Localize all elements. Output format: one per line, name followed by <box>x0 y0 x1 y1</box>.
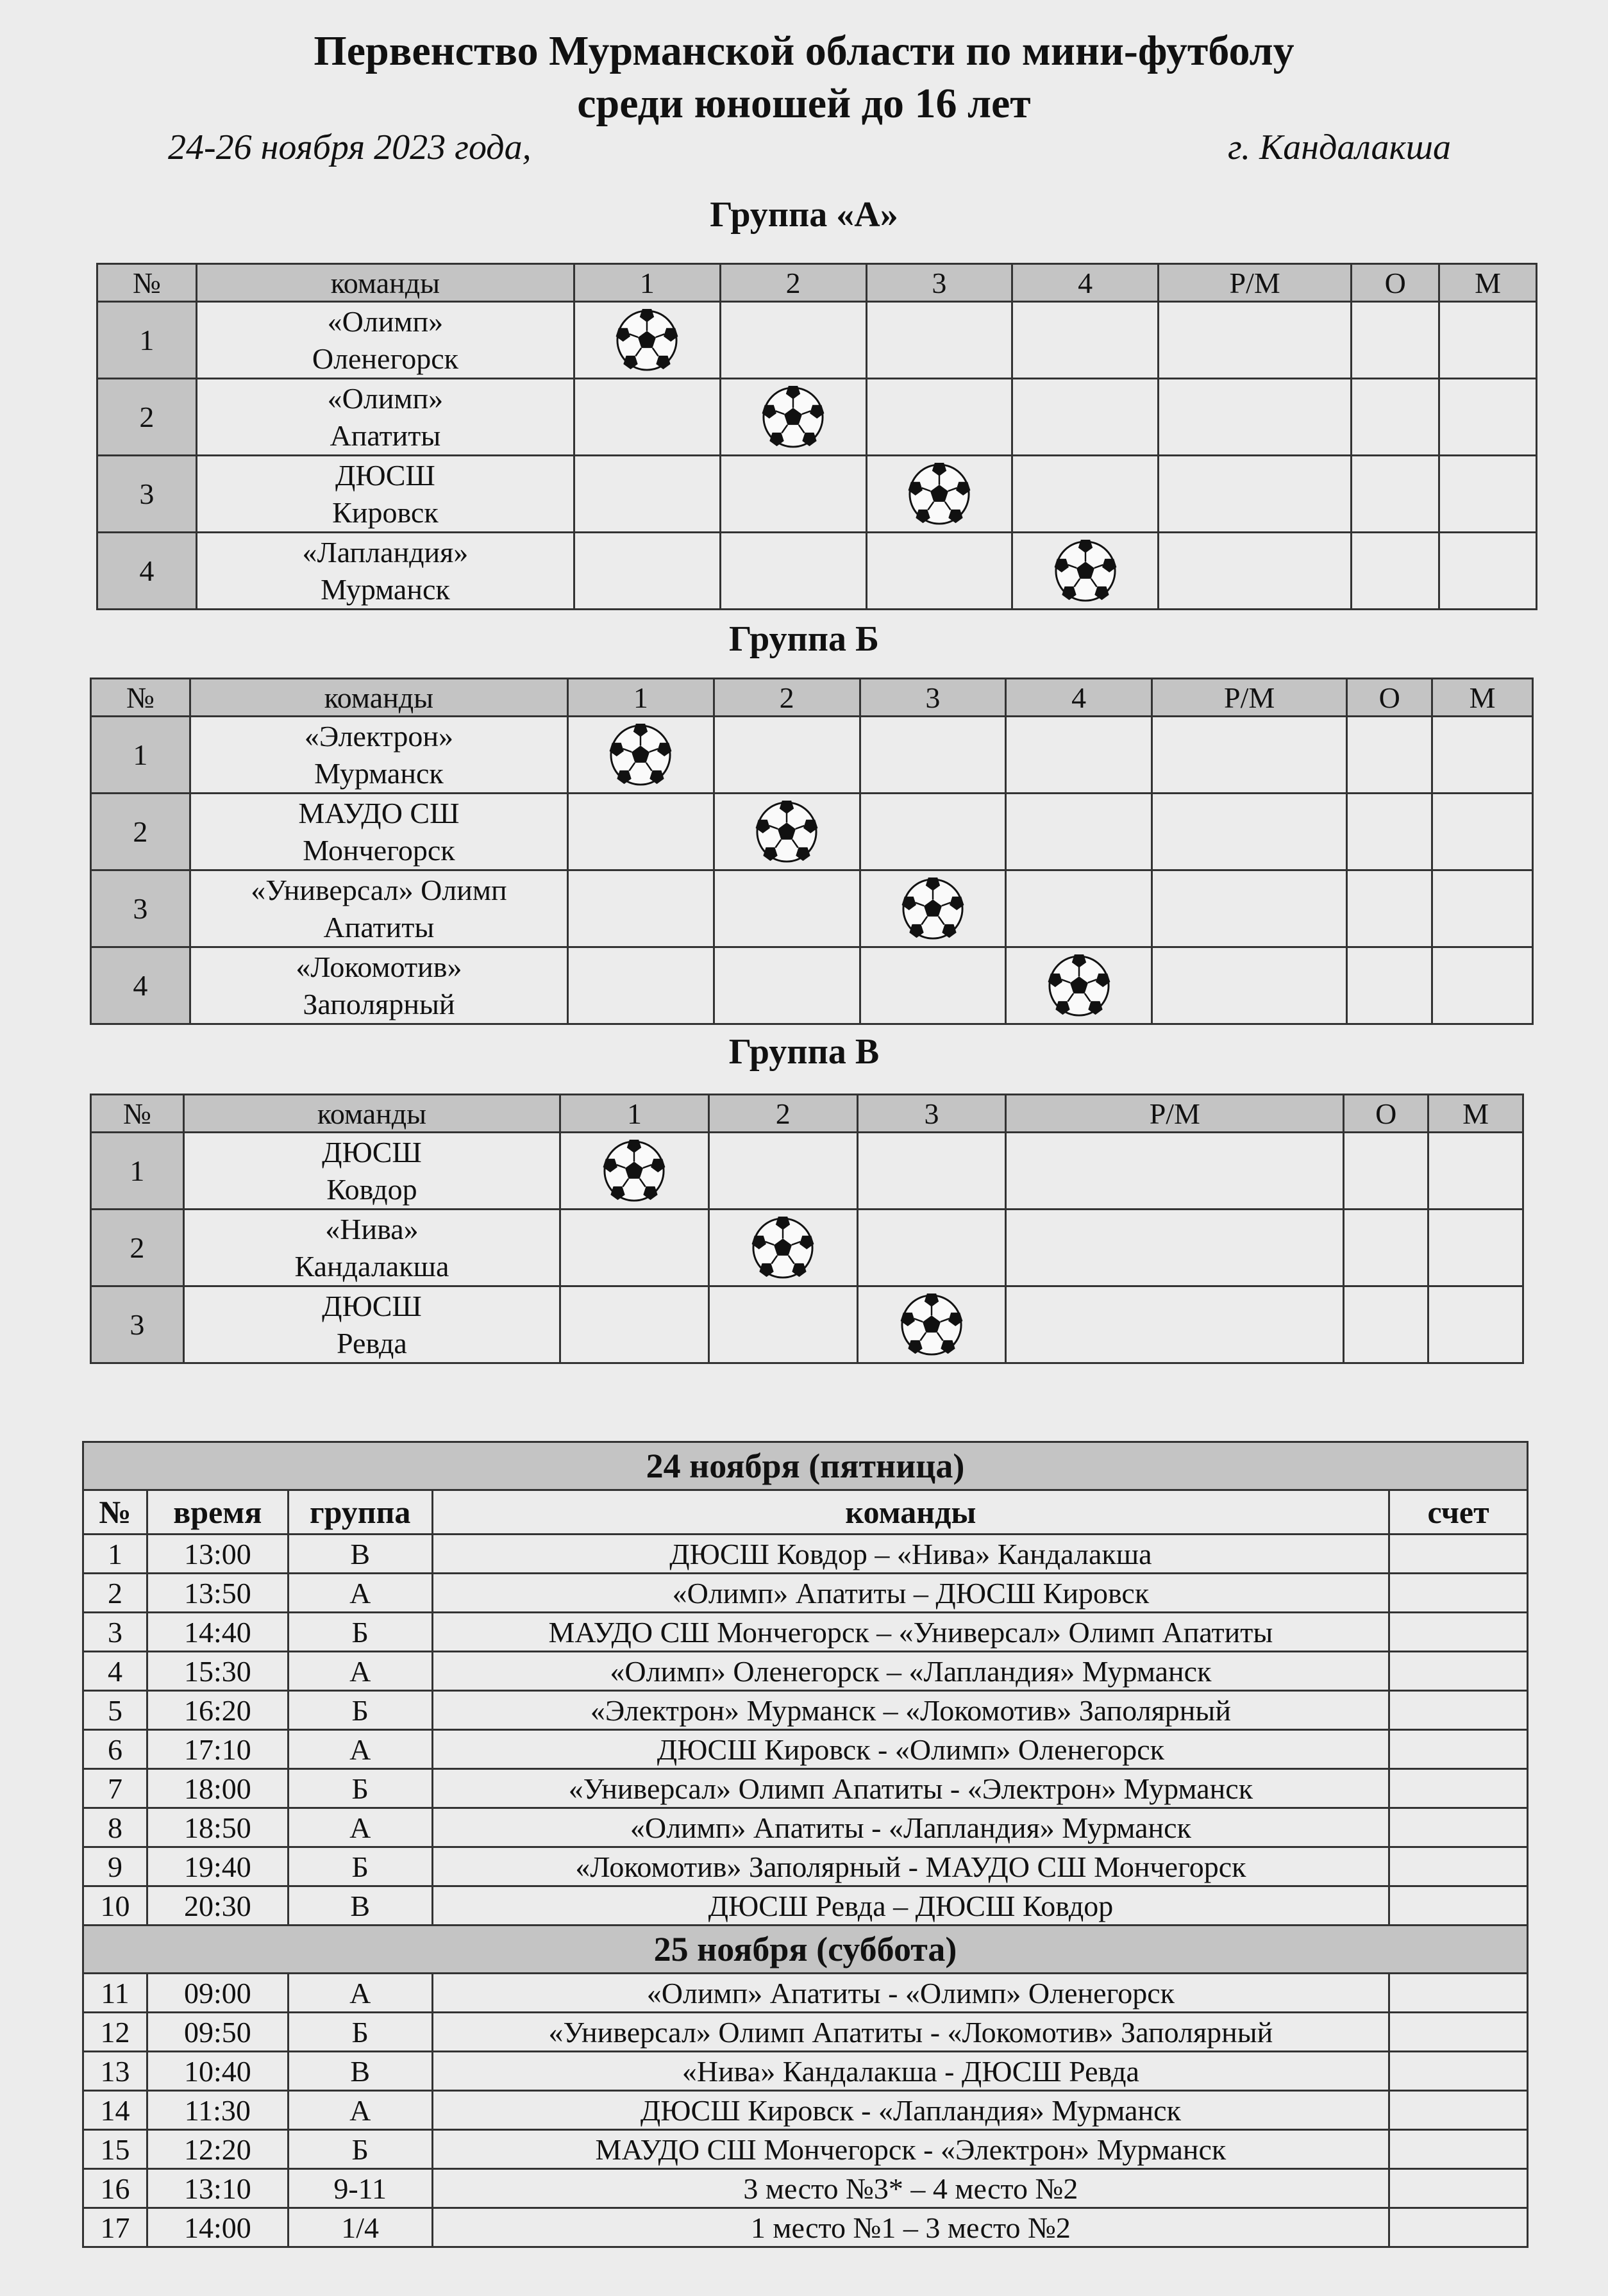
table-header-row <box>97 264 1537 302</box>
result-cell <box>1006 794 1152 870</box>
place-cell <box>1428 1286 1523 1363</box>
match-row <box>83 1847 1528 1886</box>
team-name-line1: «Электрон» <box>304 719 453 753</box>
match-teams: МАУДО СШ Мончегорск - «Электрон» Мурманск <box>432 2130 1389 2169</box>
match-score <box>1389 1574 1528 1613</box>
match-row <box>83 2130 1528 2169</box>
match-row <box>83 1691 1528 1730</box>
team-number: 1 <box>97 302 197 379</box>
match-row <box>83 2169 1528 2208</box>
team-name-line2: Мурманск <box>321 572 450 606</box>
match-number: 5 <box>83 1691 147 1730</box>
team-name <box>190 947 567 1024</box>
header-points: О <box>1352 264 1439 302</box>
team-name-line1: «Нива» <box>325 1212 419 1245</box>
team-name-line2: Заполярный <box>303 987 455 1020</box>
match-number: 11 <box>83 1974 147 2013</box>
result-cell <box>568 870 714 947</box>
match-number: 16 <box>83 2169 147 2208</box>
header-col-2: 2 <box>714 679 860 717</box>
match-score <box>1389 1974 1528 2013</box>
team-number: 2 <box>91 1210 184 1286</box>
header-teams: команды <box>196 264 574 302</box>
match-number: 13 <box>83 2052 147 2091</box>
group-b-table <box>90 678 1534 1025</box>
header-num: № <box>91 679 190 717</box>
match-score <box>1389 1535 1528 1574</box>
team-name <box>196 302 574 379</box>
points-cell <box>1347 794 1432 870</box>
team-name-line2: Апатиты <box>330 419 441 452</box>
team-row <box>97 302 1537 379</box>
match-group: 9-11 <box>288 2169 432 2208</box>
points-cell <box>1352 302 1439 379</box>
match-row <box>83 2091 1528 2130</box>
goals-cell <box>1006 1210 1344 1286</box>
points-cell <box>1344 1286 1428 1363</box>
match-group: А <box>288 1574 432 1613</box>
match-row <box>83 1730 1528 1769</box>
group-b-title: Группа Б <box>728 619 880 659</box>
match-score <box>1389 2130 1528 2169</box>
place-cell <box>1432 870 1533 947</box>
team-row <box>91 717 1533 794</box>
header-col-3: 3 <box>857 1095 1006 1133</box>
points-cell <box>1347 870 1432 947</box>
match-time: 14:00 <box>147 2208 288 2247</box>
team-name <box>196 533 574 610</box>
goals-cell <box>1006 1286 1344 1363</box>
match-teams: ДЮСШ Ковдор – «Нива» Кандалакша <box>432 1535 1389 1574</box>
match-row <box>83 1613 1528 1652</box>
place-cell <box>1432 947 1533 1024</box>
result-cell <box>708 1286 857 1363</box>
header-num: № <box>83 1490 147 1535</box>
match-number: 7 <box>83 1769 147 1808</box>
team-row <box>91 1286 1523 1363</box>
match-time: 13:00 <box>147 1535 288 1574</box>
result-cell <box>714 870 860 947</box>
result-cell <box>1006 870 1152 947</box>
header-place: М <box>1428 1095 1523 1133</box>
match-time: 15:30 <box>147 1652 288 1691</box>
match-number: 6 <box>83 1730 147 1769</box>
result-cell <box>857 1210 1006 1286</box>
group-a-title: Группа «А» <box>710 195 898 235</box>
team-number: 1 <box>91 717 190 794</box>
match-group: Б <box>288 1847 432 1886</box>
team-name-line2: Ковдор <box>326 1172 417 1206</box>
match-teams: «Нива» Кандалакша - ДЮСШ Ревда <box>432 2052 1389 2091</box>
event-city: г. Кандалакша <box>1228 128 1451 167</box>
team-name-line2: Мурманск <box>314 756 444 790</box>
match-row <box>83 1769 1528 1808</box>
soccer-ball-icon <box>755 801 818 863</box>
self-match-cell <box>560 1133 709 1210</box>
header-time: время <box>147 1490 288 1535</box>
match-time: 11:30 <box>147 2091 288 2130</box>
match-number: 8 <box>83 1808 147 1847</box>
match-time: 09:50 <box>147 2013 288 2052</box>
self-match-cell <box>857 1286 1006 1363</box>
team-number: 3 <box>91 1286 184 1363</box>
match-number: 3 <box>83 1613 147 1652</box>
points-cell <box>1347 947 1432 1024</box>
match-group: А <box>288 1652 432 1691</box>
goals-cell <box>1158 302 1351 379</box>
match-schedule-table <box>82 1441 1528 2248</box>
header-goals: Р/М <box>1158 264 1351 302</box>
header-col-1: 1 <box>568 679 714 717</box>
result-cell <box>708 1133 857 1210</box>
result-cell <box>860 794 1006 870</box>
header-place: М <box>1432 679 1533 717</box>
match-row <box>83 1808 1528 1847</box>
soccer-ball-icon <box>603 1140 666 1202</box>
result-cell <box>860 947 1006 1024</box>
self-match-cell <box>568 717 714 794</box>
match-score <box>1389 1808 1528 1847</box>
match-time: 10:40 <box>147 2052 288 2091</box>
match-row <box>83 2208 1528 2247</box>
match-row <box>83 2052 1528 2091</box>
team-name-line1: ДЮСШ <box>322 1135 422 1169</box>
result-cell <box>720 302 866 379</box>
header-col-4: 4 <box>1012 264 1159 302</box>
team-number: 2 <box>97 379 197 456</box>
points-cell <box>1352 379 1439 456</box>
result-cell <box>560 1210 709 1286</box>
self-match-cell <box>860 870 1006 947</box>
match-score <box>1389 1652 1528 1691</box>
result-cell <box>857 1133 1006 1210</box>
day-header-row <box>83 1926 1528 1974</box>
goals-cell <box>1158 379 1351 456</box>
match-group: В <box>288 1535 432 1574</box>
match-time: 09:00 <box>147 1974 288 2013</box>
match-score <box>1389 2208 1528 2247</box>
document-subtitle: среди юношей до 16 лет <box>577 80 1031 127</box>
self-match-cell <box>714 794 860 870</box>
team-row <box>97 456 1537 533</box>
header-col-1: 1 <box>560 1095 709 1133</box>
header-col-1: 1 <box>574 264 721 302</box>
match-group: Б <box>288 2130 432 2169</box>
match-score <box>1389 1886 1528 1926</box>
team-name-line2: Кировск <box>332 495 439 529</box>
header-group: группа <box>288 1490 432 1535</box>
team-row <box>91 1133 1523 1210</box>
team-name-line1: «Олимп» <box>327 304 444 338</box>
match-number: 9 <box>83 1847 147 1886</box>
match-group: В <box>288 1886 432 1926</box>
goals-cell <box>1006 1133 1344 1210</box>
place-cell <box>1439 456 1537 533</box>
group-v-title: Группа В <box>728 1032 880 1072</box>
team-name <box>196 379 574 456</box>
team-name <box>196 456 574 533</box>
team-name-line1: МАУДО СШ <box>298 796 460 829</box>
match-time: 18:50 <box>147 1808 288 1847</box>
header-teams: команды <box>183 1095 560 1133</box>
place-cell <box>1439 533 1537 610</box>
day-header-row <box>83 1442 1528 1490</box>
team-name-line2: Оленегорск <box>312 342 458 375</box>
match-group: 1/4 <box>288 2208 432 2247</box>
match-score <box>1389 1613 1528 1652</box>
goals-cell <box>1152 717 1346 794</box>
team-name-line1: «Олимп» <box>327 381 444 415</box>
team-name <box>190 794 567 870</box>
schedule-header-row <box>83 1490 1528 1535</box>
team-row <box>91 1210 1523 1286</box>
soccer-ball-icon <box>1048 954 1110 1017</box>
place-cell <box>1432 717 1533 794</box>
header-points: О <box>1344 1095 1428 1133</box>
soccer-ball-icon <box>609 724 672 786</box>
match-group: А <box>288 1808 432 1847</box>
match-number: 4 <box>83 1652 147 1691</box>
match-number: 12 <box>83 2013 147 2052</box>
team-number: 3 <box>91 870 190 947</box>
self-match-cell <box>1012 533 1159 610</box>
header-col-2: 2 <box>720 264 866 302</box>
self-match-cell <box>1006 947 1152 1024</box>
match-number: 17 <box>83 2208 147 2247</box>
place-cell <box>1428 1133 1523 1210</box>
team-name <box>183 1133 560 1210</box>
team-name-line1: ДЮСШ <box>322 1289 422 1322</box>
team-name-line1: «Локомотив» <box>296 950 462 983</box>
match-time: 20:30 <box>147 1886 288 1926</box>
header-goals: Р/М <box>1152 679 1346 717</box>
team-name-line1: «Лапландия» <box>302 535 469 569</box>
group-a-table <box>96 263 1537 610</box>
soccer-ball-icon <box>1054 540 1117 603</box>
table-header-row <box>91 1095 1523 1133</box>
result-cell <box>714 717 860 794</box>
match-group: Б <box>288 1691 432 1730</box>
team-name-line2: Апатиты <box>323 910 435 944</box>
day-label: 25 ноября (суббота) <box>83 1926 1528 1974</box>
match-group: Б <box>288 1769 432 1808</box>
header-goals: Р/М <box>1006 1095 1344 1133</box>
result-cell <box>866 533 1012 610</box>
match-group: А <box>288 1974 432 2013</box>
goals-cell <box>1158 533 1351 610</box>
match-time: 17:10 <box>147 1730 288 1769</box>
team-number: 4 <box>91 947 190 1024</box>
match-teams: «Олимп» Оленегорск – «Лапландия» Мурманск <box>432 1652 1389 1691</box>
match-teams: ДЮСШ Кировск - «Олимп» Оленегорск <box>432 1730 1389 1769</box>
header-teams: команды <box>190 679 567 717</box>
match-row <box>83 1535 1528 1574</box>
match-teams: 1 место №1 – 3 место №2 <box>432 2208 1389 2247</box>
header-num: № <box>91 1095 184 1133</box>
result-cell <box>1012 379 1159 456</box>
match-number: 15 <box>83 2130 147 2169</box>
header-col-3: 3 <box>860 679 1006 717</box>
header-teams: команды <box>432 1490 1389 1535</box>
team-row <box>91 794 1533 870</box>
match-group: В <box>288 2052 432 2091</box>
match-teams: «Электрон» Мурманск – «Локомотив» Заполярный <box>432 1691 1389 1730</box>
team-row <box>91 870 1533 947</box>
header-col-4: 4 <box>1006 679 1152 717</box>
team-name-line1: «Универсал» Олимп <box>251 873 507 906</box>
match-time: 13:10 <box>147 2169 288 2208</box>
match-score <box>1389 2091 1528 2130</box>
result-cell <box>568 794 714 870</box>
points-cell <box>1344 1133 1428 1210</box>
match-row <box>83 1652 1528 1691</box>
day-label: 24 ноября (пятница) <box>83 1442 1528 1490</box>
result-cell <box>720 456 866 533</box>
header-num: № <box>97 264 197 302</box>
match-time: 19:40 <box>147 1847 288 1886</box>
team-name-line1: ДЮСШ <box>335 458 435 492</box>
place-cell <box>1428 1210 1523 1286</box>
match-time: 16:20 <box>147 1691 288 1730</box>
match-score <box>1389 1691 1528 1730</box>
match-group: А <box>288 1730 432 1769</box>
match-teams: «Универсал» Олимп Апатиты - «Электрон» Мурманск <box>432 1769 1389 1808</box>
match-score <box>1389 2013 1528 2052</box>
table-header-row <box>91 679 1533 717</box>
self-match-cell <box>866 456 1012 533</box>
match-teams: «Универсал» Олимп Апатиты - «Локомотив» Заполярный <box>432 2013 1389 2052</box>
match-teams: ДЮСШ Кировск - «Лапландия» Мурманск <box>432 2091 1389 2130</box>
group-v-table <box>90 1094 1524 1364</box>
match-score <box>1389 1847 1528 1886</box>
result-cell <box>560 1286 709 1363</box>
result-cell <box>714 947 860 1024</box>
match-number: 2 <box>83 1574 147 1613</box>
self-match-cell <box>720 379 866 456</box>
points-cell <box>1347 717 1432 794</box>
place-cell <box>1439 379 1537 456</box>
header-score: счет <box>1389 1490 1528 1535</box>
result-cell <box>1012 456 1159 533</box>
soccer-ball-icon <box>762 386 825 449</box>
match-teams: 3 место №3* – 4 место №2 <box>432 2169 1389 2208</box>
match-score <box>1389 2169 1528 2208</box>
header-col-3: 3 <box>866 264 1012 302</box>
soccer-ball-icon <box>901 878 964 940</box>
event-dates: 24-26 ноября 2023 года, <box>168 128 532 167</box>
team-row <box>97 533 1537 610</box>
match-teams: ДЮСШ Ревда – ДЮСШ Ковдор <box>432 1886 1389 1926</box>
team-name <box>190 717 567 794</box>
match-teams: «Олимп» Апатиты – ДЮСШ Кировск <box>432 1574 1389 1613</box>
team-name <box>190 870 567 947</box>
result-cell <box>720 533 866 610</box>
match-teams: «Олимп» Апатиты - «Олимп» Оленегорск <box>432 1974 1389 2013</box>
team-name <box>183 1210 560 1286</box>
result-cell <box>1006 717 1152 794</box>
team-name-line2: Кандалакша <box>294 1249 449 1283</box>
soccer-ball-icon <box>908 463 971 526</box>
match-score <box>1389 2052 1528 2091</box>
goals-cell <box>1152 794 1346 870</box>
match-score <box>1389 1769 1528 1808</box>
match-number: 14 <box>83 2091 147 2130</box>
team-name <box>183 1286 560 1363</box>
team-number: 2 <box>91 794 190 870</box>
match-time: 14:40 <box>147 1613 288 1652</box>
team-number: 1 <box>91 1133 184 1210</box>
soccer-ball-icon <box>751 1217 814 1279</box>
result-cell <box>568 947 714 1024</box>
goals-cell <box>1152 947 1346 1024</box>
header-place: М <box>1439 264 1537 302</box>
document-title: Первенство Мурманской области по мини-футболу <box>314 28 1294 74</box>
place-cell <box>1432 794 1533 870</box>
match-teams: «Олимп» Апатиты - «Лапландия» Мурманск <box>432 1808 1389 1847</box>
team-name-line2: Мончегорск <box>303 833 455 867</box>
result-cell <box>866 379 1012 456</box>
header-col-2: 2 <box>708 1095 857 1133</box>
match-score <box>1389 1730 1528 1769</box>
result-cell <box>860 717 1006 794</box>
points-cell <box>1352 456 1439 533</box>
match-teams: МАУДО СШ Мончегорск – «Универсал» Олимп Апатиты <box>432 1613 1389 1652</box>
goals-cell <box>1158 456 1351 533</box>
match-group: Б <box>288 2013 432 2052</box>
match-group: Б <box>288 1613 432 1652</box>
match-number: 1 <box>83 1535 147 1574</box>
goals-cell <box>1152 870 1346 947</box>
soccer-ball-icon <box>616 309 678 372</box>
match-teams: «Локомотив» Заполярный - МАУДО СШ Мончегорск <box>432 1847 1389 1886</box>
result-cell <box>866 302 1012 379</box>
points-cell <box>1352 533 1439 610</box>
team-row <box>97 379 1537 456</box>
match-time: 13:50 <box>147 1574 288 1613</box>
team-row <box>91 947 1533 1024</box>
self-match-cell <box>708 1210 857 1286</box>
team-name-line2: Ревда <box>337 1326 407 1360</box>
match-row <box>83 2013 1528 2052</box>
match-time: 12:20 <box>147 2130 288 2169</box>
header-points: О <box>1347 679 1432 717</box>
points-cell <box>1344 1210 1428 1286</box>
result-cell <box>574 379 721 456</box>
match-row <box>83 1886 1528 1926</box>
result-cell <box>574 456 721 533</box>
self-match-cell <box>574 302 721 379</box>
result-cell <box>574 533 721 610</box>
soccer-ball-icon <box>900 1294 963 1356</box>
match-time: 18:00 <box>147 1769 288 1808</box>
match-row <box>83 1974 1528 2013</box>
match-number: 10 <box>83 1886 147 1926</box>
place-cell <box>1439 302 1537 379</box>
team-number: 4 <box>97 533 197 610</box>
result-cell <box>1012 302 1159 379</box>
match-group: А <box>288 2091 432 2130</box>
match-row <box>83 1574 1528 1613</box>
team-number: 3 <box>97 456 197 533</box>
